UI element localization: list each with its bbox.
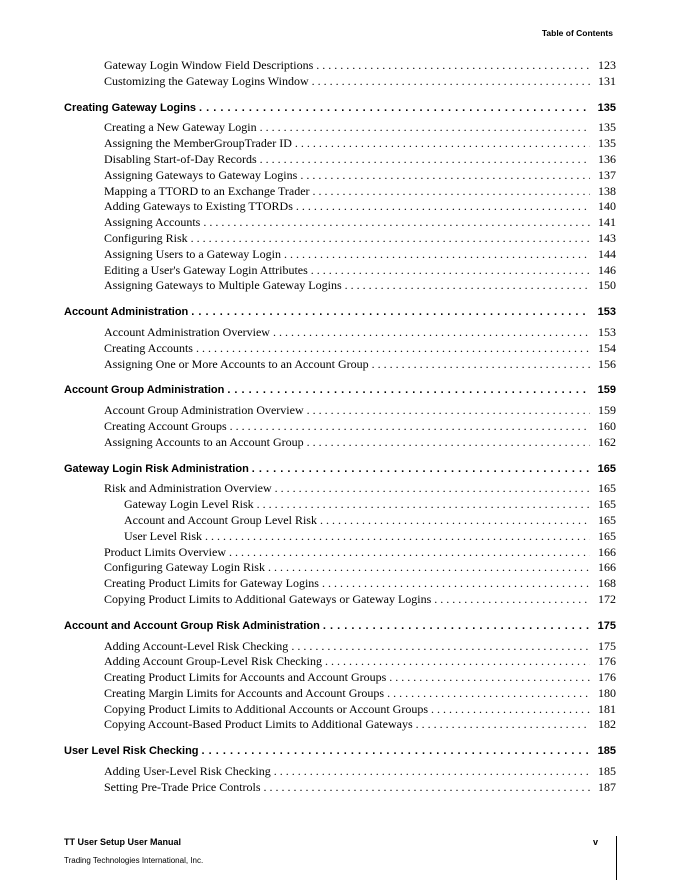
toc-dot-leader	[313, 184, 590, 200]
toc-entry[interactable]	[104, 686, 616, 702]
toc-entry-page: 165	[598, 512, 616, 527]
toc-section-entry[interactable]	[64, 744, 616, 760]
toc-entry[interactable]	[104, 481, 616, 497]
toc-entry-page: 138	[598, 183, 616, 198]
toc-entry-page: 185	[597, 745, 616, 758]
toc-entry-title: Risk and Administration Overview	[104, 481, 272, 496]
toc-entry-title: Assigning Gateways to Gateway Logins	[104, 167, 298, 182]
toc-dot-leader	[296, 199, 590, 215]
toc-dot-leader	[199, 101, 590, 117]
toc-section-entry[interactable]	[64, 305, 616, 321]
toc-dot-leader	[268, 560, 590, 576]
toc-entry[interactable]	[104, 780, 616, 796]
toc-dot-leader	[191, 231, 590, 247]
toc-entry-title: Configuring Risk	[104, 230, 188, 245]
toc-entry-title: Assigning One or More Accounts to an Account Group	[104, 356, 369, 371]
toc-entry-title: Setting Pre-Trade Price Controls	[104, 779, 261, 794]
toc-entry-page: 185	[598, 764, 616, 779]
toc-entry-page: 172	[598, 591, 616, 606]
toc-entry-title: Gateway Login Window Field Descriptions	[104, 58, 314, 72]
toc-dot-leader	[284, 247, 590, 263]
toc-entry-title: Gateway Login Level Risk	[124, 497, 254, 512]
toc-entry-page: 144	[598, 246, 616, 261]
footer-divider	[616, 836, 617, 880]
toc-dot-leader	[260, 120, 590, 136]
toc-entry-title: Assigning Users to a Gateway Login	[104, 246, 281, 261]
toc-entry[interactable]	[124, 497, 616, 513]
toc-entry-page: 166	[598, 544, 616, 559]
toc-entry[interactable]	[104, 702, 616, 718]
toc-dot-leader	[275, 481, 590, 497]
toc-entry-page: 153	[597, 306, 616, 319]
toc-dot-leader	[387, 686, 590, 702]
toc-entry-title: Creating a New Gateway Login	[104, 120, 257, 135]
toc-entry[interactable]	[104, 341, 616, 357]
toc-entry-title: Assigning Accounts to an Account Group	[104, 434, 304, 449]
toc-entry-title: Account Administration Overview	[104, 324, 270, 339]
toc-entry-title: Product Limits Overview	[104, 544, 226, 559]
toc-entry-title: Assigning Accounts	[104, 215, 201, 230]
toc-entry-page: 123	[598, 58, 616, 72]
toc-section-entry[interactable]	[64, 619, 616, 635]
toc-dot-leader	[273, 325, 590, 341]
toc-entry-page: 162	[598, 434, 616, 449]
toc-entry-title: Account and Account Group Level Risk	[124, 512, 317, 527]
running-header: Table of Contents	[541, 28, 613, 38]
toc-dot-leader	[230, 419, 590, 435]
toc-entry[interactable]	[104, 545, 616, 561]
toc-entry-title: Account Group Administration Overview	[104, 403, 304, 418]
toc-entry-page: 136	[598, 151, 616, 166]
toc-dot-leader	[205, 529, 590, 545]
toc-entry[interactable]	[104, 215, 616, 231]
toc-entry[interactable]	[104, 74, 616, 90]
toc-entry-title: Copying Account-Based Product Limits to Additional Gateways	[104, 717, 413, 732]
toc-entry[interactable]	[104, 184, 616, 200]
toc-section-entry[interactable]	[64, 462, 616, 478]
toc-entry-title: Assigning the MemberGroupTrader ID	[104, 136, 292, 151]
toc-entry-title: Creating Account Groups	[104, 418, 227, 433]
toc-dot-leader	[307, 435, 590, 451]
toc-entry-page: 182	[598, 717, 616, 732]
toc-dot-leader	[274, 764, 590, 780]
footer-company: Trading Technologies International, Inc.	[64, 856, 204, 865]
toc-dot-leader	[260, 152, 590, 168]
toc-entry-page: 150	[598, 278, 616, 293]
toc-entry-page: 175	[597, 619, 616, 632]
footer-manual-title: TT User Setup User Manual	[64, 837, 182, 847]
toc-entry[interactable]	[104, 560, 616, 576]
toc-entry-title: Copying Product Limits to Additional Gateways or Gateway Logins	[104, 591, 432, 606]
toc-entry[interactable]	[104, 325, 616, 341]
toc-entry-page: 156	[598, 356, 616, 371]
toc-entry[interactable]	[104, 263, 616, 279]
toc-dot-leader	[320, 513, 590, 529]
toc-dot-leader	[196, 341, 590, 357]
toc-entry-page: 160	[598, 418, 616, 433]
toc-dot-leader	[316, 58, 590, 74]
toc-entry-page: 159	[597, 384, 616, 397]
toc-dot-leader	[322, 576, 590, 592]
toc-entry[interactable]	[104, 58, 616, 74]
toc-entry-title: Configuring Gateway Login Risk	[104, 560, 265, 575]
toc-entry[interactable]	[124, 513, 616, 529]
toc-dot-leader	[264, 780, 590, 796]
toc-entry-title: Adding Account-Level Risk Checking	[104, 638, 289, 653]
toc-dot-leader	[229, 545, 590, 561]
toc-entry[interactable]	[104, 576, 616, 592]
toc-entry-title: Mapping a TTORD to an Exchange Trader	[104, 183, 310, 198]
toc-entry[interactable]	[104, 278, 616, 294]
toc-section-entry[interactable]	[64, 101, 616, 117]
toc-entry-page: 168	[598, 576, 616, 591]
toc-dot-leader	[311, 263, 590, 279]
toc-entry-page: 175	[598, 638, 616, 653]
toc-entry-page: 165	[597, 462, 616, 475]
toc-dot-leader	[325, 654, 590, 670]
toc-entry[interactable]	[104, 670, 616, 686]
toc-entry[interactable]	[104, 120, 616, 136]
toc-entry-title: Creating Product Limits for Gateway Logins	[104, 576, 319, 591]
toc-entry-page: 143	[598, 230, 616, 245]
toc-entry-title: Account Group Administration	[64, 384, 225, 397]
toc-dot-leader	[431, 702, 590, 718]
toc-entry-page: 166	[598, 560, 616, 575]
toc-entry-page: 140	[598, 199, 616, 214]
toc-dot-leader	[203, 215, 590, 231]
toc-dot-leader	[252, 462, 590, 478]
toc-entry-title: Gateway Login Risk Administration	[64, 462, 249, 475]
toc-dot-leader	[345, 278, 590, 294]
toc-dot-leader	[312, 74, 590, 90]
toc-dot-leader	[191, 305, 590, 321]
toc-entry-title: Editing a User's Gateway Login Attributes	[104, 262, 308, 277]
toc-entry-page: 187	[598, 779, 616, 794]
toc-entry-title: Creating Gateway Logins	[64, 101, 197, 114]
toc-dot-leader	[300, 168, 590, 184]
toc-entry-page: 165	[598, 528, 616, 543]
toc-entry-page: 135	[597, 101, 616, 114]
toc-dot-leader	[389, 670, 590, 686]
table-of-contents	[0, 58, 680, 796]
toc-entry-page: 180	[598, 685, 616, 700]
toc-entry-title: Creating Margin Limits for Accounts and Account Groups	[104, 685, 385, 700]
toc-entry-page: 181	[598, 701, 616, 716]
toc-entry-title: Account Administration	[64, 306, 189, 319]
toc-entry[interactable]	[104, 152, 616, 168]
toc-entry[interactable]	[104, 199, 616, 215]
toc-entry-title: Assigning Gateways to Multiple Gateway Logins	[104, 278, 342, 293]
toc-entry[interactable]	[104, 357, 616, 373]
toc-entry[interactable]	[104, 764, 616, 780]
toc-entry[interactable]	[104, 136, 616, 152]
toc-entry-page: 146	[598, 262, 616, 277]
toc-entry[interactable]	[104, 435, 616, 451]
toc-entry[interactable]	[124, 529, 616, 545]
toc-section-entry[interactable]	[64, 383, 616, 399]
toc-entry[interactable]	[104, 419, 616, 435]
toc-entry-page: 165	[598, 497, 616, 512]
toc-entry-page: 153	[598, 324, 616, 339]
toc-entry-title: Copying Product Limits to Additional Accounts or Account Groups	[104, 701, 428, 716]
toc-entry-page: 137	[598, 167, 616, 182]
toc-entry-title: User Level Risk Checking	[64, 745, 199, 758]
toc-entry-title: Adding Account Group-Level Risk Checking	[104, 654, 322, 669]
toc-entry-title: Account and Account Group Risk Administration	[64, 619, 320, 632]
toc-entry-title: Creating Product Limits for Accounts and Account Groups	[104, 670, 387, 685]
toc-entry-page: 165	[598, 481, 616, 496]
toc-entry[interactable]	[104, 654, 616, 670]
toc-entry-page: 131	[598, 73, 616, 88]
toc-entry-page: 176	[598, 654, 616, 669]
toc-dot-leader	[323, 619, 590, 635]
toc-dot-leader	[291, 639, 590, 655]
toc-dot-leader	[227, 383, 590, 399]
toc-entry[interactable]	[104, 403, 616, 419]
toc-entry[interactable]	[104, 639, 616, 655]
toc-entry-title: User Level Risk	[124, 528, 202, 543]
toc-entry[interactable]	[104, 231, 616, 247]
toc-entry-page: 176	[598, 670, 616, 685]
toc-entry[interactable]	[104, 717, 616, 733]
toc-entry-title: Adding Gateways to Existing TTORDs	[104, 199, 293, 214]
toc-dot-leader	[295, 136, 590, 152]
toc-dot-leader	[307, 403, 590, 419]
toc-entry[interactable]	[104, 247, 616, 263]
toc-entry[interactable]	[104, 168, 616, 184]
toc-dot-leader	[434, 592, 590, 608]
toc-entry[interactable]	[104, 592, 616, 608]
toc-dot-leader	[202, 744, 590, 760]
toc-entry-page: 154	[598, 340, 616, 355]
toc-dot-leader	[372, 357, 590, 373]
toc-dot-leader	[416, 717, 590, 733]
toc-entry-title: Customizing the Gateway Logins Window	[104, 73, 309, 88]
toc-entry-title: Creating Accounts	[104, 340, 193, 355]
footer-page-number: v	[593, 837, 599, 847]
toc-entry-page: 135	[598, 120, 616, 135]
toc-entry-page: 141	[598, 215, 616, 230]
toc-entry-page: 135	[598, 136, 616, 151]
toc-dot-leader	[257, 497, 590, 513]
toc-entry-title: Adding User-Level Risk Checking	[104, 764, 271, 779]
toc-entry-page: 159	[598, 403, 616, 418]
toc-entry-title: Disabling Start-of-Day Records	[104, 151, 257, 166]
